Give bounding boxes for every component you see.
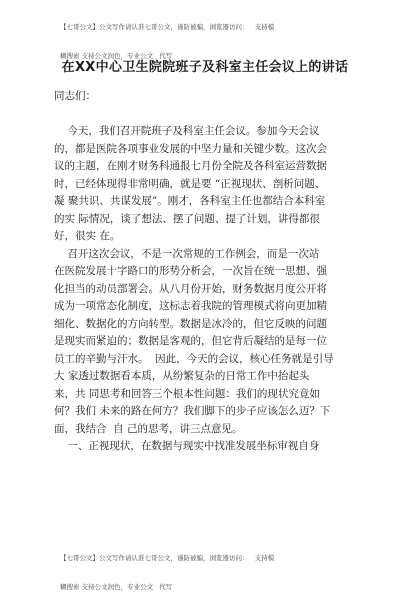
- body-line: 在医院发展十字路口的形势分析会，一次旨在统一思想、强: [54, 265, 327, 277]
- body-line: 是现实而紧迫的；数据是客观的，但它背后凝结的是每一位: [54, 335, 327, 347]
- body-line: 同志们：: [54, 90, 96, 102]
- body-line: 面，我结合 自 己的思考，讲三点意见。: [54, 422, 243, 435]
- footer-banner-line-2: 糊搜索 支持公文润色，专业公文 代写: [60, 582, 173, 591]
- body-line: 细化、数据化的方向转型。数据是冰冷的，但它反映的问题: [54, 317, 327, 330]
- body-line: 的实 际情况，谈了想法、摆了问题、提了计划，讲得都很: [54, 212, 320, 225]
- body-line: 好，很实 在。: [54, 230, 121, 242]
- header-banner-line-1: 【七哥公文】公文写作请认准七哥公文，谨防被骗，浏览器访问： 支持模: [60, 23, 275, 31]
- body-line: 来，共 同思考和回答三个根本性问题：我们的现状究竟如: [54, 387, 320, 400]
- body-line: 员工的辛勤与汗水。 因此，今天的会议，核心任务就是引导: [54, 352, 334, 365]
- body-line: 的，都是医院各项事业发展的中坚力量和关键少数。这次会: [54, 142, 327, 155]
- footer-banner: [60, 535, 360, 602]
- document-body: [54, 88, 356, 456]
- body-line: 何？我们 未来的路在何方？我们脚下的步子应该怎么迈？下: [54, 405, 331, 417]
- body-line: 成为一项常态化制度，这标志着我院的管理模式将向更加精: [54, 300, 327, 312]
- body-line: 大 家透过数据看本质，从纷繁复杂的日常工作中抬起头: [54, 370, 310, 382]
- header-banner-line-2: 糊搜索 支持公文润色，专业公文 代写: [60, 51, 173, 60]
- footer-banner-line-1: 【七哥公文】公文写作请认准七哥公文，谨防被骗，浏览器访问： 支持模: [60, 554, 275, 562]
- body-line: 凝 聚共识、共谋发展”。刚才，各科室主任也都结合本科室: [54, 195, 326, 207]
- body-line: 议的主题，在刚才财务科通报七月份全院及各科室运营数据: [54, 160, 327, 172]
- body-line: 时，已经体现得非常明确，就是要 “正视现状、剖析问题、: [54, 177, 326, 190]
- body-line: 一、正视现状，在数据与现实中找准发展坐标审视自身: [54, 440, 320, 452]
- document-title: 在XX中心卫生院院班子及科室主任会议上的讲话: [61, 60, 349, 75]
- body-line: 召开这次会议，不是一次常规的工作例会，而是一次站: [54, 247, 320, 260]
- body-line: [54, 106, 356, 124]
- body-line: 化担当的动员部署会。从八月份开始，财务数据月度公开将: [54, 282, 327, 295]
- body-line: 今天，我们召开院班子及科室主任会议。参加今天会议: [54, 125, 320, 137]
